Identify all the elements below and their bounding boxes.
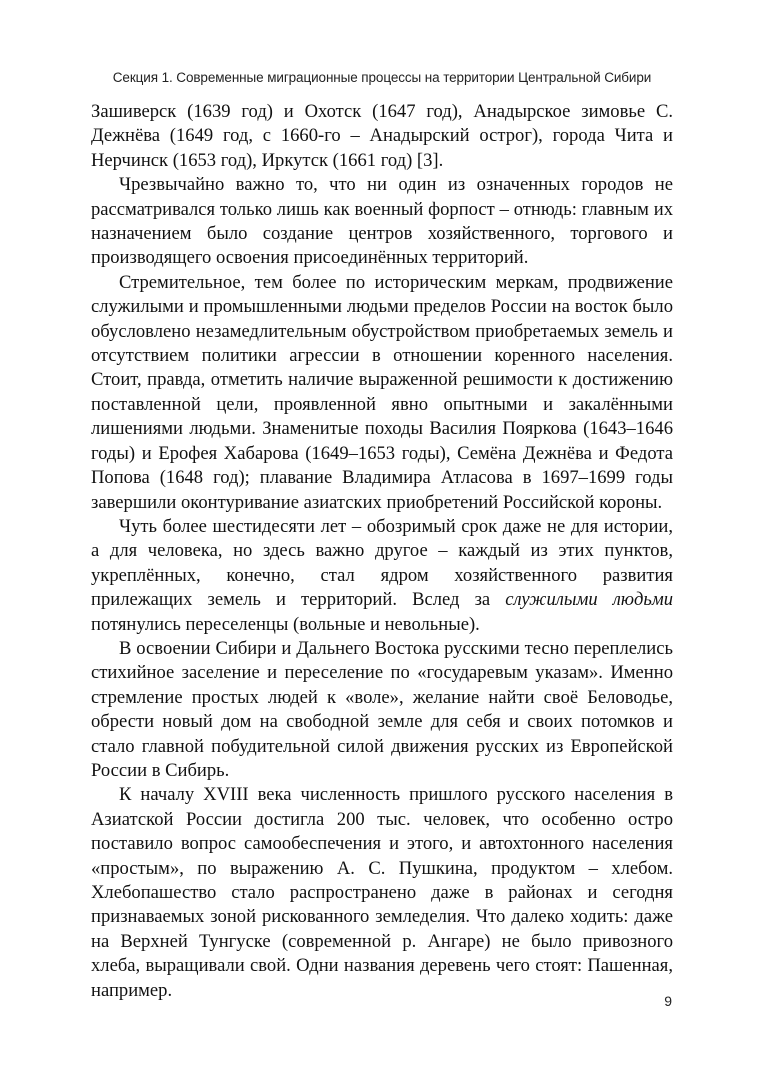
paragraph-4-text-after: потянулись переселенцы (вольные и невольные).: [91, 613, 480, 635]
paragraph-2: Чрезвычайно важно то, что ни один из означенных городов не рассматривался только лишь как военный форпост – отнюдь: главным их назначением было создание центров хозяйственного, торгового и производящего освоения присоединённых территорий.: [91, 174, 673, 269]
paragraph-1: Зашиверск (1639 год) и Охотск (1647 год), Анадырское зимовье С. Дежнёва (1649 год, с 1660-го – Анадырский острог), города Чита и Нерчинск (1653 год), Иркутск (1661 год) [3].: [91, 101, 673, 171]
paragraph-4: [91, 515, 673, 637]
page-number: 9: [664, 993, 672, 1009]
paragraph-5: В освоении Сибири и Дальнего Востока русскими тесно переплелись стихийное заселение и переселение по «государевым указам». Именно стремление простых людей к «воле», желание найти своё Беловодье, обрести новый дом на свободной земле для себя и своих потомков и стало главной побудительной силой движения русских из Европейской России в Сибирь.: [91, 637, 673, 781]
paragraph-4-italic-phrase: служилыми людьми: [505, 589, 673, 611]
body-text: [91, 100, 673, 1003]
running-header: Секция 1. Современные миграционные процессы на территории Центральной Сибири: [112, 70, 652, 85]
paragraph-4-text-before: Чуть более шестидесяти лет – обозримый срок даже не для истории, а для человека, но здесь важно другое – каждый из этих пунктов, укреплённых, конечно, стал ядром хозяйственного развития прилежащих земель и территорий. Вслед за: [91, 515, 673, 611]
paragraph-6: К началу XVIII века численность пришлого русского населения в Азиатской России достигла 200 тыс. человек, что особенно остро поставило вопрос самообеспечения и этого, и автохтонного населения «простым», по выражению А. С. Пушкина, продуктом – хлебом. Хлебопашество стало распространено даже в районах и сегодня признаваемых зоной рискованного земледелия. Что далеко ходить: даже на Верхней Тунгуске (современной р. Ангаре) не было привозного хлеба, выращивали свой. Одни названия деревень чего стоят: Пашенная, например.: [91, 784, 673, 1001]
paragraph-3: Стремительное, тем более по историческим меркам, продвижение служилыми и промышленными людьми пределов России на восток было обусловлено незамедлительным обустройством приобретаемых земель и отсутствием политики агрессии в отношении коренного населения. Стоит, правда, отметить наличие выраженной решимости к достижению поставленной цели, проявленной явно опытными и закалёнными лишениями людьми. Знаменитые походы Василия Пояркова (1643–1646 годы) и Ерофея Хабарова (1649–1653 годы), Семёна Дежнёва и Федота Попова (1648 год); плавание Владимира Атласова в 1697–1699 годы завершили оконтуривание азиатских приобретений Российской короны.: [91, 271, 673, 513]
